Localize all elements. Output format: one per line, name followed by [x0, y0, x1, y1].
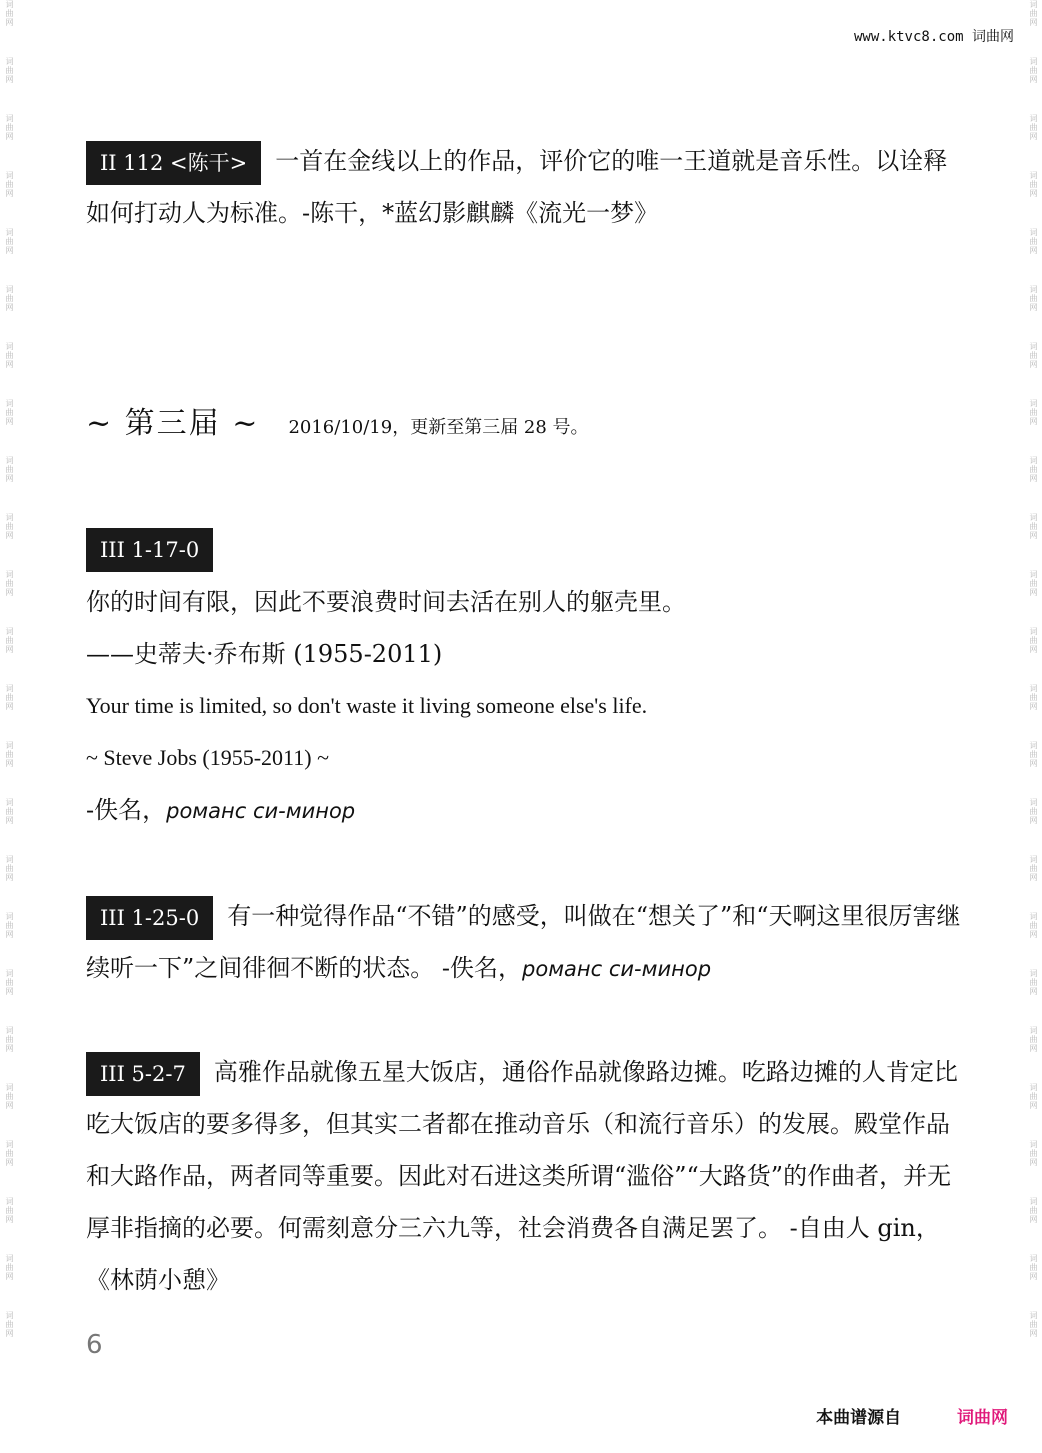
attribution-prefix: -佚名， [86, 796, 167, 824]
watermark-text: 词曲网 [5, 798, 14, 825]
header-url-text[interactable]: www.ktvc8.com [853, 29, 964, 45]
watermark-text: 词曲网 [1029, 627, 1038, 654]
attribution [86, 784, 966, 837]
watermark-text: 词曲网 [1029, 684, 1038, 711]
watermark-text: 词曲网 [5, 1083, 14, 1110]
watermark-text: 词曲网 [5, 285, 14, 312]
header-site-name: 词曲网 [972, 29, 1014, 45]
watermark-text: 词曲网 [1029, 0, 1038, 27]
entry-iii-5-2-7 [86, 1046, 966, 1306]
watermark-text: 词曲网 [5, 855, 14, 882]
right-watermark-strip [1026, 0, 1040, 1453]
watermark-text: 词曲网 [5, 0, 14, 27]
watermark-text: 词曲网 [1029, 912, 1038, 939]
watermark-text: 词曲网 [5, 1140, 14, 1167]
watermark-text: 词曲网 [1029, 342, 1038, 369]
quote-english-author: ~ Steve Jobs (1955-2011) ~ [86, 745, 329, 770]
entry-tag: III 1-17-0 [86, 528, 213, 572]
watermark-text: 词曲网 [5, 1026, 14, 1053]
watermark-text: 词曲网 [5, 627, 14, 654]
watermark-text: 词曲网 [1029, 855, 1038, 882]
watermark-text: 词曲网 [5, 684, 14, 711]
watermark-text: 词曲网 [5, 912, 14, 939]
entry-paragraph [86, 1046, 966, 1306]
entry-iii-1-17-0 [86, 528, 966, 837]
watermark-text: 词曲网 [1029, 456, 1038, 483]
watermark-text: 词曲网 [1029, 1197, 1038, 1224]
watermark-text: 词曲网 [1029, 114, 1038, 141]
watermark-text: 词曲网 [1029, 285, 1038, 312]
entry-text: 高雅作品就像五星大饭店，通俗作品就像路边摊。吃路边摊的人肯定比吃大饭店的要多得多，但其实二者都在推动音乐（和流行音乐）的发展。殿堂作品和大路作品，两者同等重要。因此对石进这类所谓“滥俗”“大路货”的作曲者，并无厚非指摘的必要。何需刻意分三六九等，社会消费各自满足罢了。 -自由人 gin，《林荫小憩》 [86, 1058, 958, 1294]
watermark-text: 词曲网 [1029, 570, 1038, 597]
watermark-text: 词曲网 [1029, 741, 1038, 768]
entry-tag: III 1-25-0 [86, 896, 213, 940]
watermark-text: 词曲网 [5, 513, 14, 540]
watermark-text: 词曲网 [5, 1311, 14, 1338]
attribution-source: романс си-минор [166, 799, 356, 823]
watermark-text: 词曲网 [1029, 1311, 1038, 1338]
entry-text: 有一种觉得作品“不错”的感受，叫做在“想关了”和“天啊这里很厉害继续听一下”之间徘徊不断的状态。 -佚名， [86, 902, 961, 982]
entry-tag: II 112 <陈干> [86, 141, 261, 185]
watermark-text: 词曲网 [1029, 1254, 1038, 1281]
watermark-text: 词曲网 [1029, 1140, 1038, 1167]
left-watermark-strip [2, 0, 16, 1453]
entry-paragraph [86, 135, 966, 239]
watermark-text: 词曲网 [1029, 513, 1038, 540]
header-url[interactable] [854, 26, 1014, 46]
watermark-text: 词曲网 [1029, 57, 1038, 84]
entry-paragraph [86, 890, 966, 995]
section-title: ~ 第三届 ~ [86, 406, 260, 441]
watermark-text: 词曲网 [5, 114, 14, 141]
watermark-text: 词曲网 [5, 57, 14, 84]
watermark-text: 词曲网 [1029, 969, 1038, 996]
watermark-text: 词曲网 [5, 741, 14, 768]
quote-chinese: 你的时间有限，因此不要浪费时间去活在别人的躯壳里。 [86, 588, 686, 616]
section-date-note: 2016/10/19，更新至第三届 28 号。 [288, 417, 589, 438]
watermark-text: 词曲网 [1029, 798, 1038, 825]
watermark-text: 词曲网 [5, 570, 14, 597]
watermark-text: 词曲网 [5, 1254, 14, 1281]
watermark-text: 词曲网 [1029, 1026, 1038, 1053]
watermark-text: 词曲网 [5, 171, 14, 198]
footer-brand[interactable]: 词曲网 [957, 1408, 1008, 1428]
footer-source [816, 1403, 1008, 1428]
watermark-text: 词曲网 [5, 1197, 14, 1224]
watermark-text: 词曲网 [1029, 1083, 1038, 1110]
entry-iii-1-25-0 [86, 890, 966, 995]
watermark-text: 词曲网 [5, 399, 14, 426]
watermark-text: 词曲网 [5, 228, 14, 255]
page-number: 6 [86, 1330, 103, 1360]
watermark-text: 词曲网 [1029, 228, 1038, 255]
quote-chinese-author: ——史蒂夫·乔布斯 (1955-2011) [86, 640, 443, 668]
watermark-text: 词曲网 [5, 342, 14, 369]
watermark-text: 词曲网 [1029, 399, 1038, 426]
quote-english: Your time is limited, so don't waste it living someone else's life. [86, 693, 648, 718]
footer-source-label: 本曲谱源自 [816, 1408, 902, 1428]
entry-tag: III 5-2-7 [86, 1052, 200, 1096]
section-heading [86, 398, 966, 442]
entry-ii-112 [86, 135, 966, 239]
entry-text: 一首在金线以上的作品，评价它的唯一王道就是音乐性。以诠释如何打动人为标准。-陈干，*蓝幻影麒麟《流光一梦》 [86, 147, 948, 227]
attribution-source: романс си-минор [522, 957, 712, 981]
watermark-text: 词曲网 [5, 969, 14, 996]
watermark-text: 词曲网 [1029, 171, 1038, 198]
watermark-text: 词曲网 [5, 456, 14, 483]
